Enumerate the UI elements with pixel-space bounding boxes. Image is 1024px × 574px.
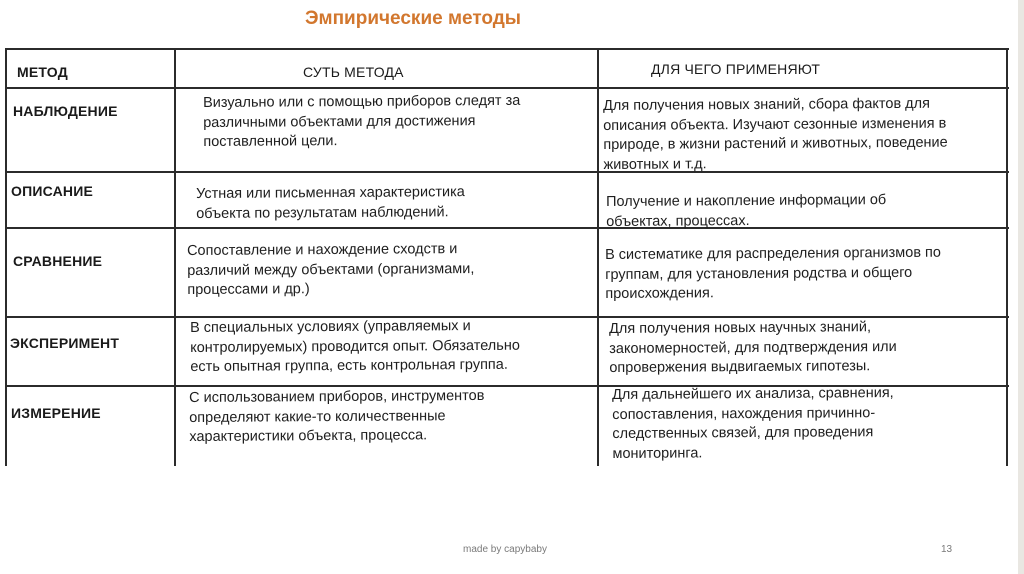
method-essence: С использованием приборов, инструментов определяют какие-то количественные характеристики объекта, процесса. [189, 387, 485, 445]
method-purpose: В систематике для распределения организмов по группам, для установления родства и общего происхождения. [605, 244, 942, 302]
table-rule [5, 87, 1009, 89]
methods-table [5, 48, 1009, 468]
method-name: НАБЛЮДЕНИЕ [13, 103, 118, 119]
method-name: ЭКСПЕРИМЕНТ [10, 335, 120, 351]
method-name: ИЗМЕРЕНИЕ [11, 405, 101, 421]
header-method: МЕТОД [17, 64, 68, 80]
method-purpose: Получение и накопление информации об объектах, процессах. [606, 192, 887, 230]
table-rule [5, 48, 7, 466]
method-essence: Устная или письменная характеристика объекта по результатам наблюдений. [196, 184, 465, 222]
method-purpose: Для дальнейшего их анализа, сравнения, сопоставления, нахождения причинно- следственных связей, для проведения мониторинга. [612, 385, 894, 462]
method-essence: Визуально или с помощью приборов следят за различными объектами для достижения поставленной цели. [203, 92, 521, 150]
footer-credit: made by capybaby [463, 544, 547, 555]
page-title: Эмпирические методы [305, 8, 522, 29]
method-essence: В специальных условиях (управляемых и контролируемых) проводится опыт. Обязательно есть опытная группа, есть контрольная группа. [190, 318, 520, 375]
slide-edge [1018, 0, 1024, 574]
header-purpose: ДЛЯ ЧЕГО ПРИМЕНЯЮТ [651, 61, 821, 77]
method-essence: Сопоставление и нахождение сходств и различий между объектами (организмами, процессами и др.) [187, 241, 475, 298]
page-number: 13 [941, 544, 953, 555]
method-name: СРАВНЕНИЕ [13, 253, 103, 269]
table-rule [597, 48, 599, 466]
method-name: ОПИСАНИЕ [11, 183, 93, 199]
method-purpose: Для получения новых знаний, сбора фактов для описания объекта. Изучают сезонные изменения в природе, в жизни растений и животных, поведение животных и т.д. [603, 95, 948, 173]
header-essence: СУТЬ МЕТОДА [303, 64, 404, 80]
table-rule [174, 48, 176, 466]
table-rule [1006, 48, 1008, 466]
table-rule [5, 48, 1009, 50]
method-purpose: Для получения новых научных знаний, закономерностей, для подтверждения или опровержения выдвигаемых гипотезы. [609, 319, 897, 376]
